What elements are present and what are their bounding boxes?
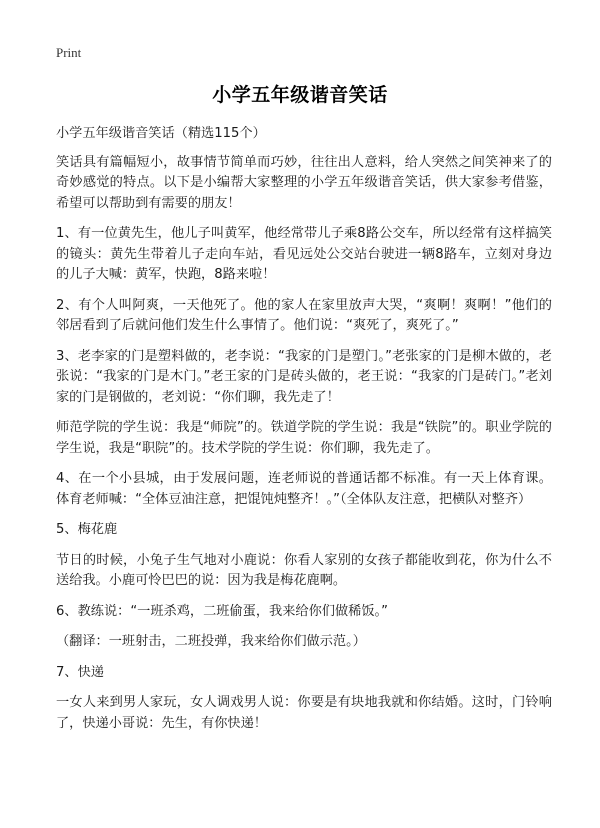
joke-4-paragraph: 4、在一个小县城，由于发展问题，连老师说的普通话都不标准。有一天上体育课。体育老师喊：“全体豆油注意，把馄饨炖整齐！。”（全体队友注意，把横队对整齐） <box>56 471 552 507</box>
print-link[interactable]: Print <box>56 45 82 60</box>
joke-7-paragraph: 一女人来到男人家玩，女人调戏男人说：你要是有块地我就和你结婚。这时，门铃响了，快递小哥说：先生，有你快递！ <box>56 695 552 731</box>
joke-7-heading: 7、快递 <box>56 664 104 680</box>
joke-3-continued-paragraph: 师范学院的学生说：我是“师院”的。铁道学院的学生说：我是“铁院”的。职业学院的学生说，我是“职院”的。技术学院的学生说：你们聊，我先走了。 <box>56 420 552 456</box>
joke-5-paragraph: 节日的时候，小兔子生气地对小鹿说：你看人家别的女孩子都能收到花，你为什么不送给我。小鹿可怜巴巴的说：因为我是梅花鹿啊。 <box>56 552 552 588</box>
joke-6-translation: （翻译：一班射击，二班投弹，我来给你们做示范。） <box>56 634 366 649</box>
document-body <box>56 124 552 744</box>
joke-5-heading: 5、梅花鹿 <box>56 522 118 537</box>
document-subtitle: 小学五年级谐音笑话（精选115个） <box>56 126 266 141</box>
joke-2-paragraph: 2、有个人叫阿爽，一天他死了。他的家人在家里放声大哭，“爽啊！爽啊！”他们的邻居看到了后就问他们发生什么事情了。他们说：“爽死了，爽死了。” <box>56 297 552 333</box>
joke-3-paragraph: 3、老李家的门是塑料做的，老李说：“我家的门是塑门。”老张家的门是柳木做的，老张说：“我家的门是木门。”老王家的门是砖头做的，老王说：“我家的门是砖门。”老刘家的门是钢做的，老刘说：“你们聊，我先走了！ <box>56 348 552 405</box>
joke-6-paragraph: 6、教练说：“一班杀鸡，二班偷蛋，我来给你们做稀饭。” <box>56 603 388 619</box>
joke-1-paragraph: 1、有一位黄先生，他儿子叫黄军，他经常带儿子乘8路公交车，所以经常有这样搞笑的镜头：黄先生带着儿子走向车站，看见远处公交站台驶进一辆8路车，立刻对身边的儿子大喊：黄军，快跑，8路来啦！ <box>56 226 552 282</box>
intro-paragraph: 笑话具有篇幅短小，故事情节简单而巧妙，往往出人意料，给人突然之间笑神来了的奇妙感觉的特点。以下是小编帮大家整理的小学五年级谐音笑话，供大家参考借鉴，希望可以帮助到有需要的朋友！ <box>56 154 552 211</box>
page-title: 小学五年级谐音笑话 <box>212 84 388 106</box>
